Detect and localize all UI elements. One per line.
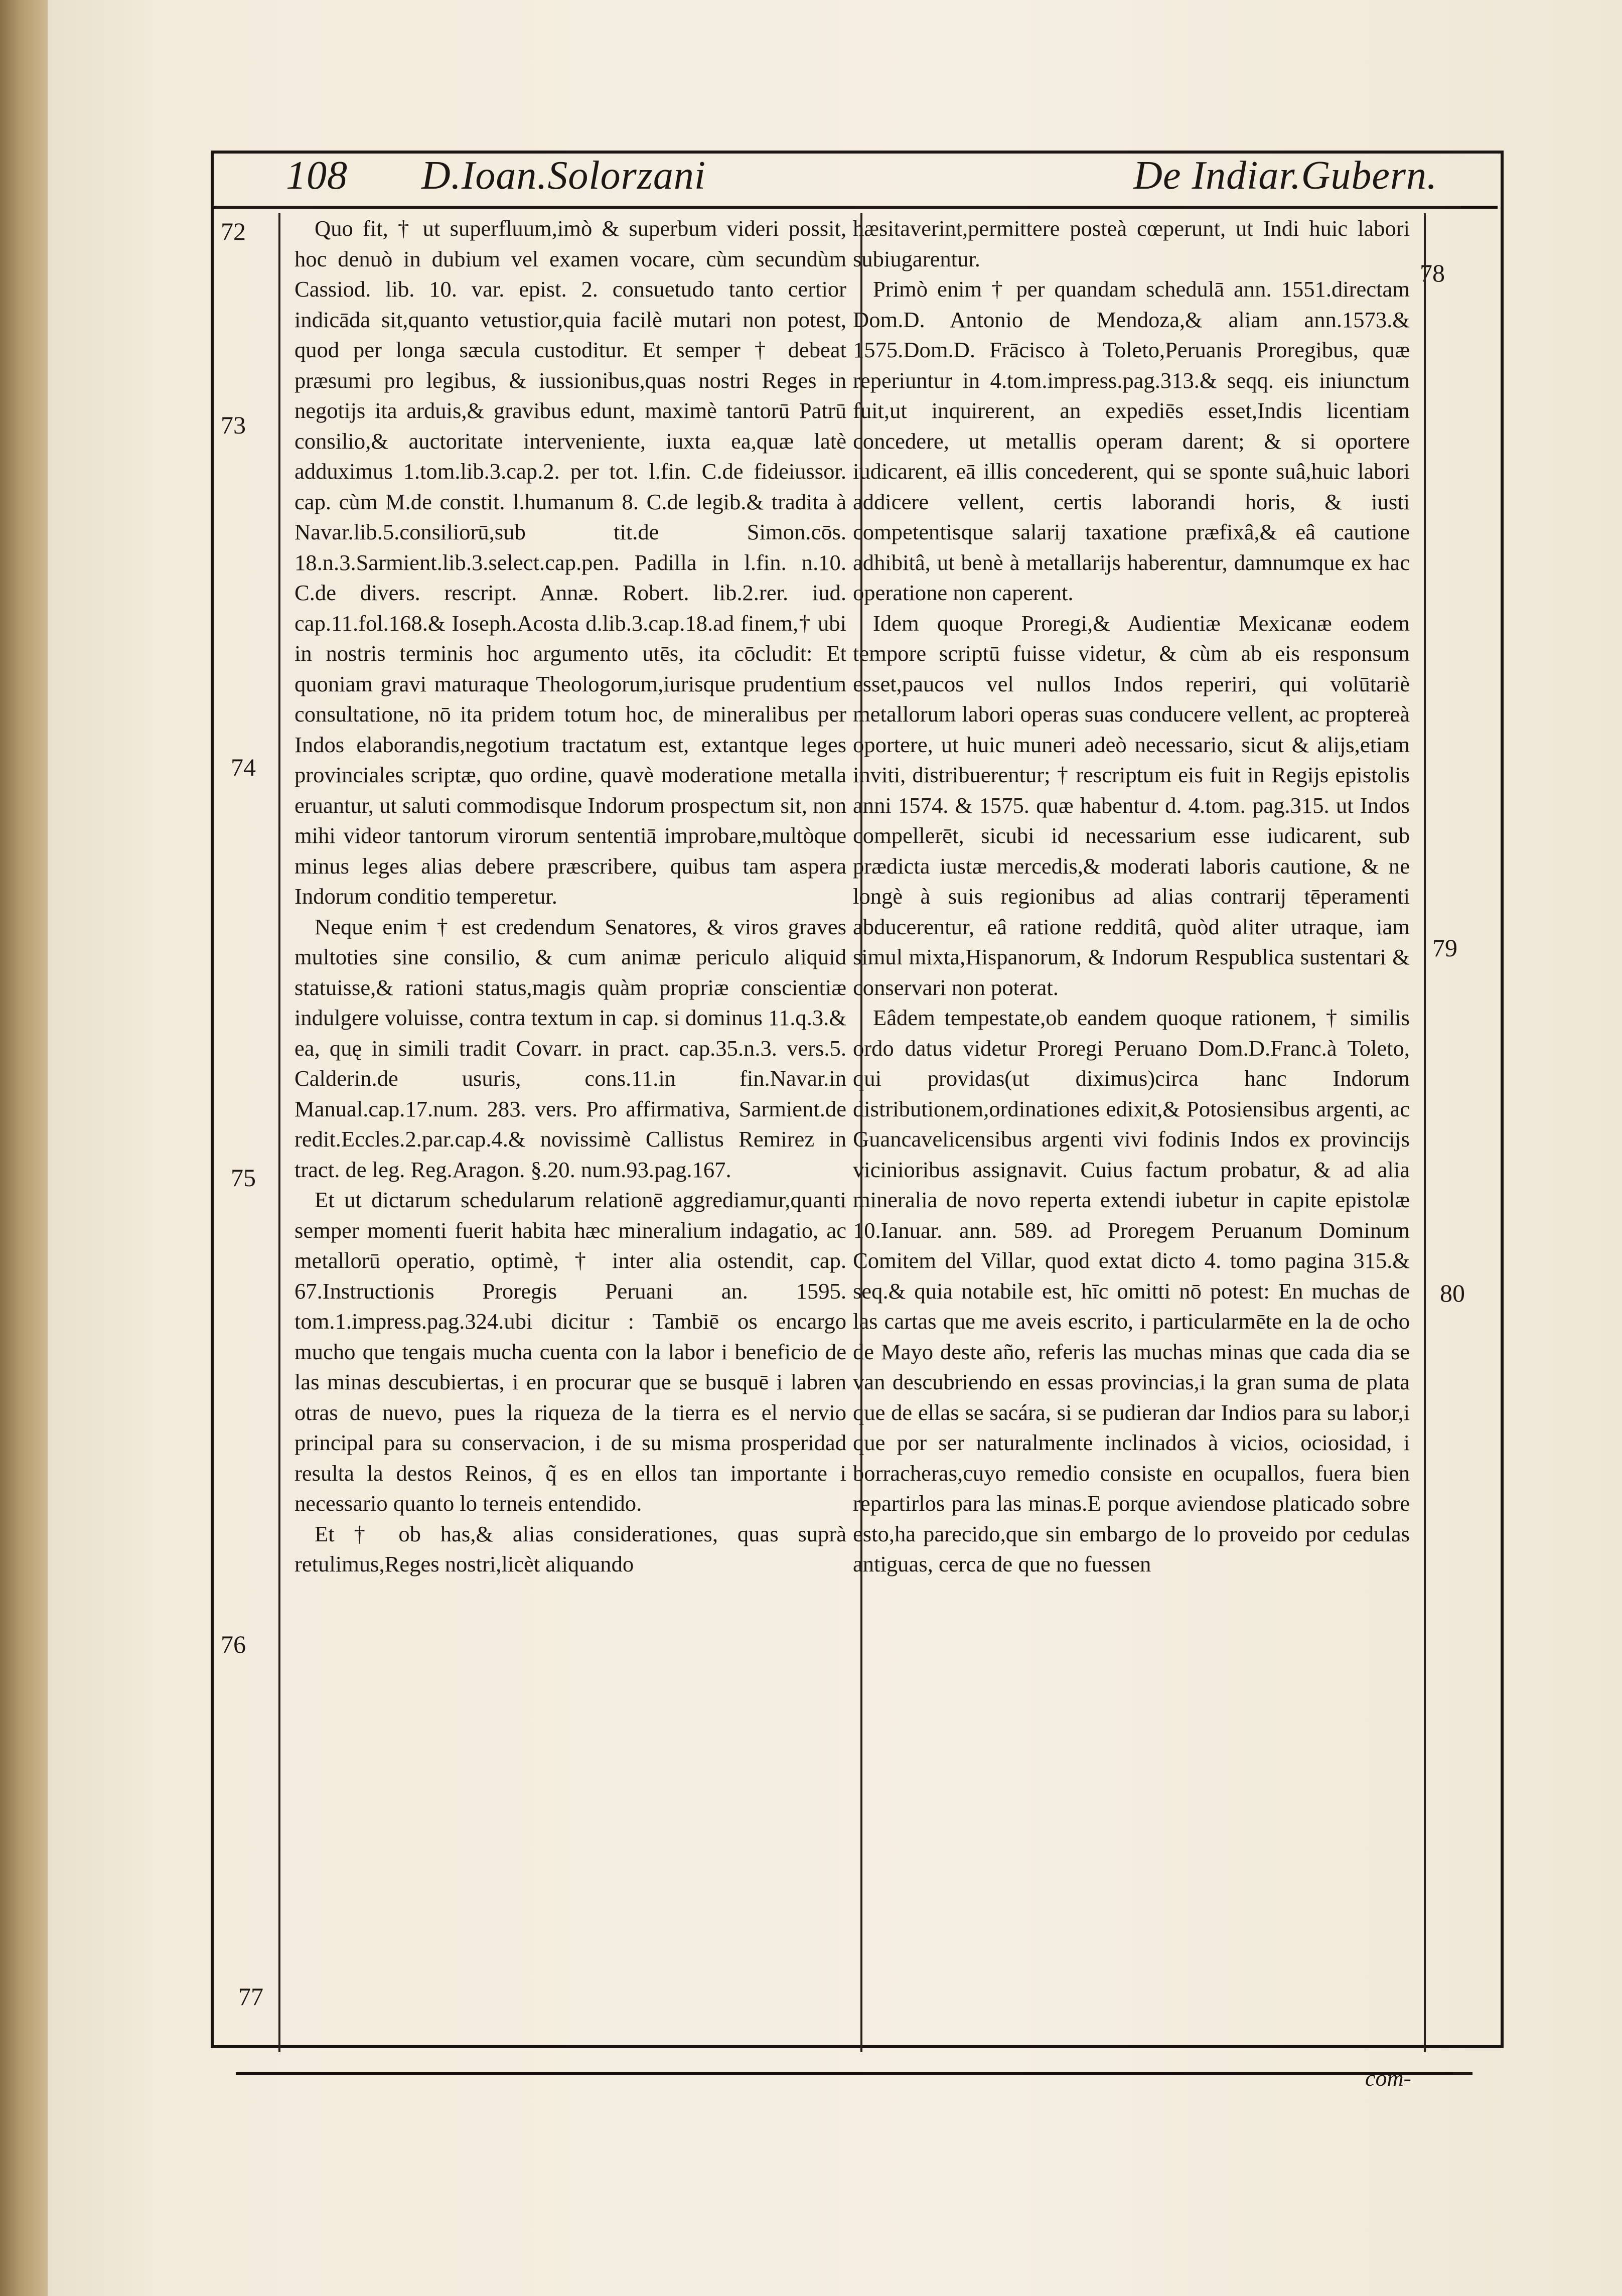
paragraph: Neque enim † est credendum Senatores, & viros graves multoties sine consilio, & cum animæ periculo aliquid statuisse,& rationi status,magis quàm propriæ conscientiæ indulgere voluisse, contra textum in cap. si dominus 11.q.3.& ea, quę in simili tradit Covarr. in pract. cap.35.n.3. vers.5. Calderin.de usuris, cons.11.in fin.Navar.in Manual.cap.17.num. 283. vers. Pro affirmativa, Sarmient.de redit.Eccles.2.par.cap.4.& novissimè Callistus Remirez in tract. de leg. Reg.Aragon. §.20. num.93.pag.167. — [294, 914, 846, 1182]
margin-number: 80 — [1440, 1279, 1465, 1307]
paragraph: Et † ob has,& alias considerationes, quas suprà retulimus,Reges nostri,licèt aliquando — [294, 1521, 846, 1576]
margin-number: 76 — [221, 1630, 246, 1658]
page-number: 108 — [286, 154, 348, 198]
paragraph: Idem quoque Proregi,& Audientiæ Mexicanæ eodem tempore scriptū fuisse videtur, & cùm ab eis responsum esset,paucos vel nullos Indos reperiri, qui volūtariè metallorum labori operas suas conducere vellent, ac proptereà oportere, ut huic muneri adeò necessario, sicut & alijs,etiam inviti, distribuerentur; † rescriptum eis fuit in Regijs epistolis anni 1574. & 1575. quæ habentur d. 4.tom. pag.315. ut Indos compellerēt, sicubi id necessarium esse iudicarent, sub prædicta iustæ mercedis,& moderati laboris cautione, & ne longè à suis regionibus ad alias contrarij tēperamenti abducerentur, eâ ratione redditâ, quòd aliter utraque, iam simul mixta,Hispanorum, & Indorum Respublica sustentari & conservari non poterat. — [853, 610, 1410, 1000]
text-column-right — [848, 213, 1426, 2052]
paragraph: hæsitaverint,permittere posteà cœperunt, ut Indi huic labori subiugarentur. — [853, 216, 1410, 271]
paragraph: Quo fit, † ut superfluum,imò & superbum videri possit, hoc denuò in dubium vel examen vocare, cùm secundùm Cassiod. lib. 10. var. epist. 2. consuetudo tanto certior indicāda sit,quanto vetustior,quia facilè mutari non potest, quod per longa sæcula custoditur. Et semper † debeat præsumi pro legibus, & iussionibus,quas nostri Reges in negotijs ita arduis,& gravibus edunt, maximè tantorū Patrū consilio,& auctoritate interveniente, iuxta ea,quæ latè adduximus 1.tom.lib.3.cap.2. per tot. l.fin. C.de fideiussor. cap. cùm M.de constit. l.humanum 8. C.de legib.& tradita à Navar.lib.5.consiliorū,sub tit.de Simon.cōs. 18.n.3.Sarmient.lib.3.select.cap.pen. Padilla in l.fin. n.10. C.de divers. rescript. Annæ. Robert. lib.2.rer. iud. cap.11.fol.168.& Ioseph.Acosta d.lib.3.cap.18.ad finem,† ubi in nostris terminis hoc argumento utēs, ita cōcludit: Et quoniam gravi maturaque Theologorum,iurisque prudentium consultatione, nō ita pridem totum hoc, de mineralibus per Indos elaborandis,negotium tractatum est, extantque leges provinciales scriptæ, quo ordine, quavè moderatione metalla eruantur, ut saluti commodisque Indorum prospectum sit, non mihi videor tantorum virorum sententiā improbare,multòque minus leges alias debere præscribere, quibus tam aspera Indorum conditio temperetur. — [294, 216, 846, 909]
running-author: D.Ioan.Solorzani — [421, 154, 706, 198]
running-title: De Indiar.Gubern. — [1133, 154, 1437, 198]
margin-number: 72 — [221, 217, 246, 245]
text-column-left — [278, 213, 862, 2052]
paragraph: Primò enim † per quandam schedulā ann. 1551.directam Dom.D. Antonio de Mendoza,& aliam ann.1573.& 1575.Dom.D. Frācisco à Toleto,Peruanis Proregibus, quæ reperiuntur in 4.tom.impress.pag.313.& seqq. eis iniunctum fuit,ut inquirerent, an expediēs esset,Indis licentiam concedere, ut metallis operam darent; & si oportere iudicarent, eā illis concederent, qui se sponte suâ,huic labori addicere vellent, certis laborandi horis, & iusti competentisque salarij taxatione præfixâ,& eâ cautione adhibitâ, ut benè à metallarijs haberentur, damnumque ex hac operatione non caperent. — [853, 276, 1410, 605]
margin-number: 77 — [238, 1982, 263, 2011]
margin-number: 74 — [231, 753, 256, 781]
book-spine-edge — [0, 0, 48, 2296]
paragraph: Et ut dictarum schedularum relationē aggrediamur,quanti semper momenti fuerit habita hæc mineralium indagatio, ac metallorū operatio, optimè, † inter alia ostendit, cap. 67.Instructionis Proregis Peruani an. 1595. tom.1.impress.pag.324.ubi dicitur : Tambiē os encargo mucho que tengais mucha cuenta con la labor i beneficio de las minas descubiertas, i en procurar que se busquē i labren otras de nuevo, pues la riqueza de la tierra es el nervio principal para su conservacion, i de su misma prosperidad resulta la destos Reinos, q̃ es en ellos tan importante i necessario quanto lo terneis entendido. — [294, 1187, 846, 1516]
margin-number: 75 — [231, 1164, 256, 1192]
paragraph: Eâdem tempestate,ob eandem quoque rationem, † similis ordo datus videtur Proregi Peruano Dom.D.Franc.à Toleto, qui providas(ut diximus)circa hanc Indorum distributionem,ordinationes edixit,& Potosiensibus argenti, ac Guancavelicensibus argenti vivi fodinis Indos ex provincijs vicinioribus assignavit. Cuius factum probatur, & ad alia mineralia de novo reperta extendi iubetur in capite epistolæ 10.Ianuar. ann. 589. ad Proregem Peruanum Dominum Comitem del Villar, quod extat dicto 4. tomo pagina 315.& seq.& quia notabile est, hīc omitti nō potest: En muchas de las cartas que me aveis escrito, i particularmēte en la de ocho de Mayo deste año, referis las muchas minas que cada dia se van descubriendo en essas provincias,i la gran suma de plata que de ellas se sacára, si se pudieran dar Indios para su labor,i que por ser naturalmente inclinados à vicios, ociosidad, i borracheras,cuyo remedio consiste en ocupallos, fuera bien repartirlos para las minas.E porque aviendose platicado sobre esto,ha parecido,que sin embargo de lo proveido por cedulas antiguas, cerca de que no fuessen — [853, 1005, 1410, 1576]
catchword: com- — [1365, 2065, 1411, 2091]
margin-number: 78 — [1420, 259, 1445, 287]
margin-number: 79 — [1432, 934, 1457, 962]
margin-number: 73 — [221, 411, 246, 439]
bottom-rule — [236, 2072, 1472, 2075]
